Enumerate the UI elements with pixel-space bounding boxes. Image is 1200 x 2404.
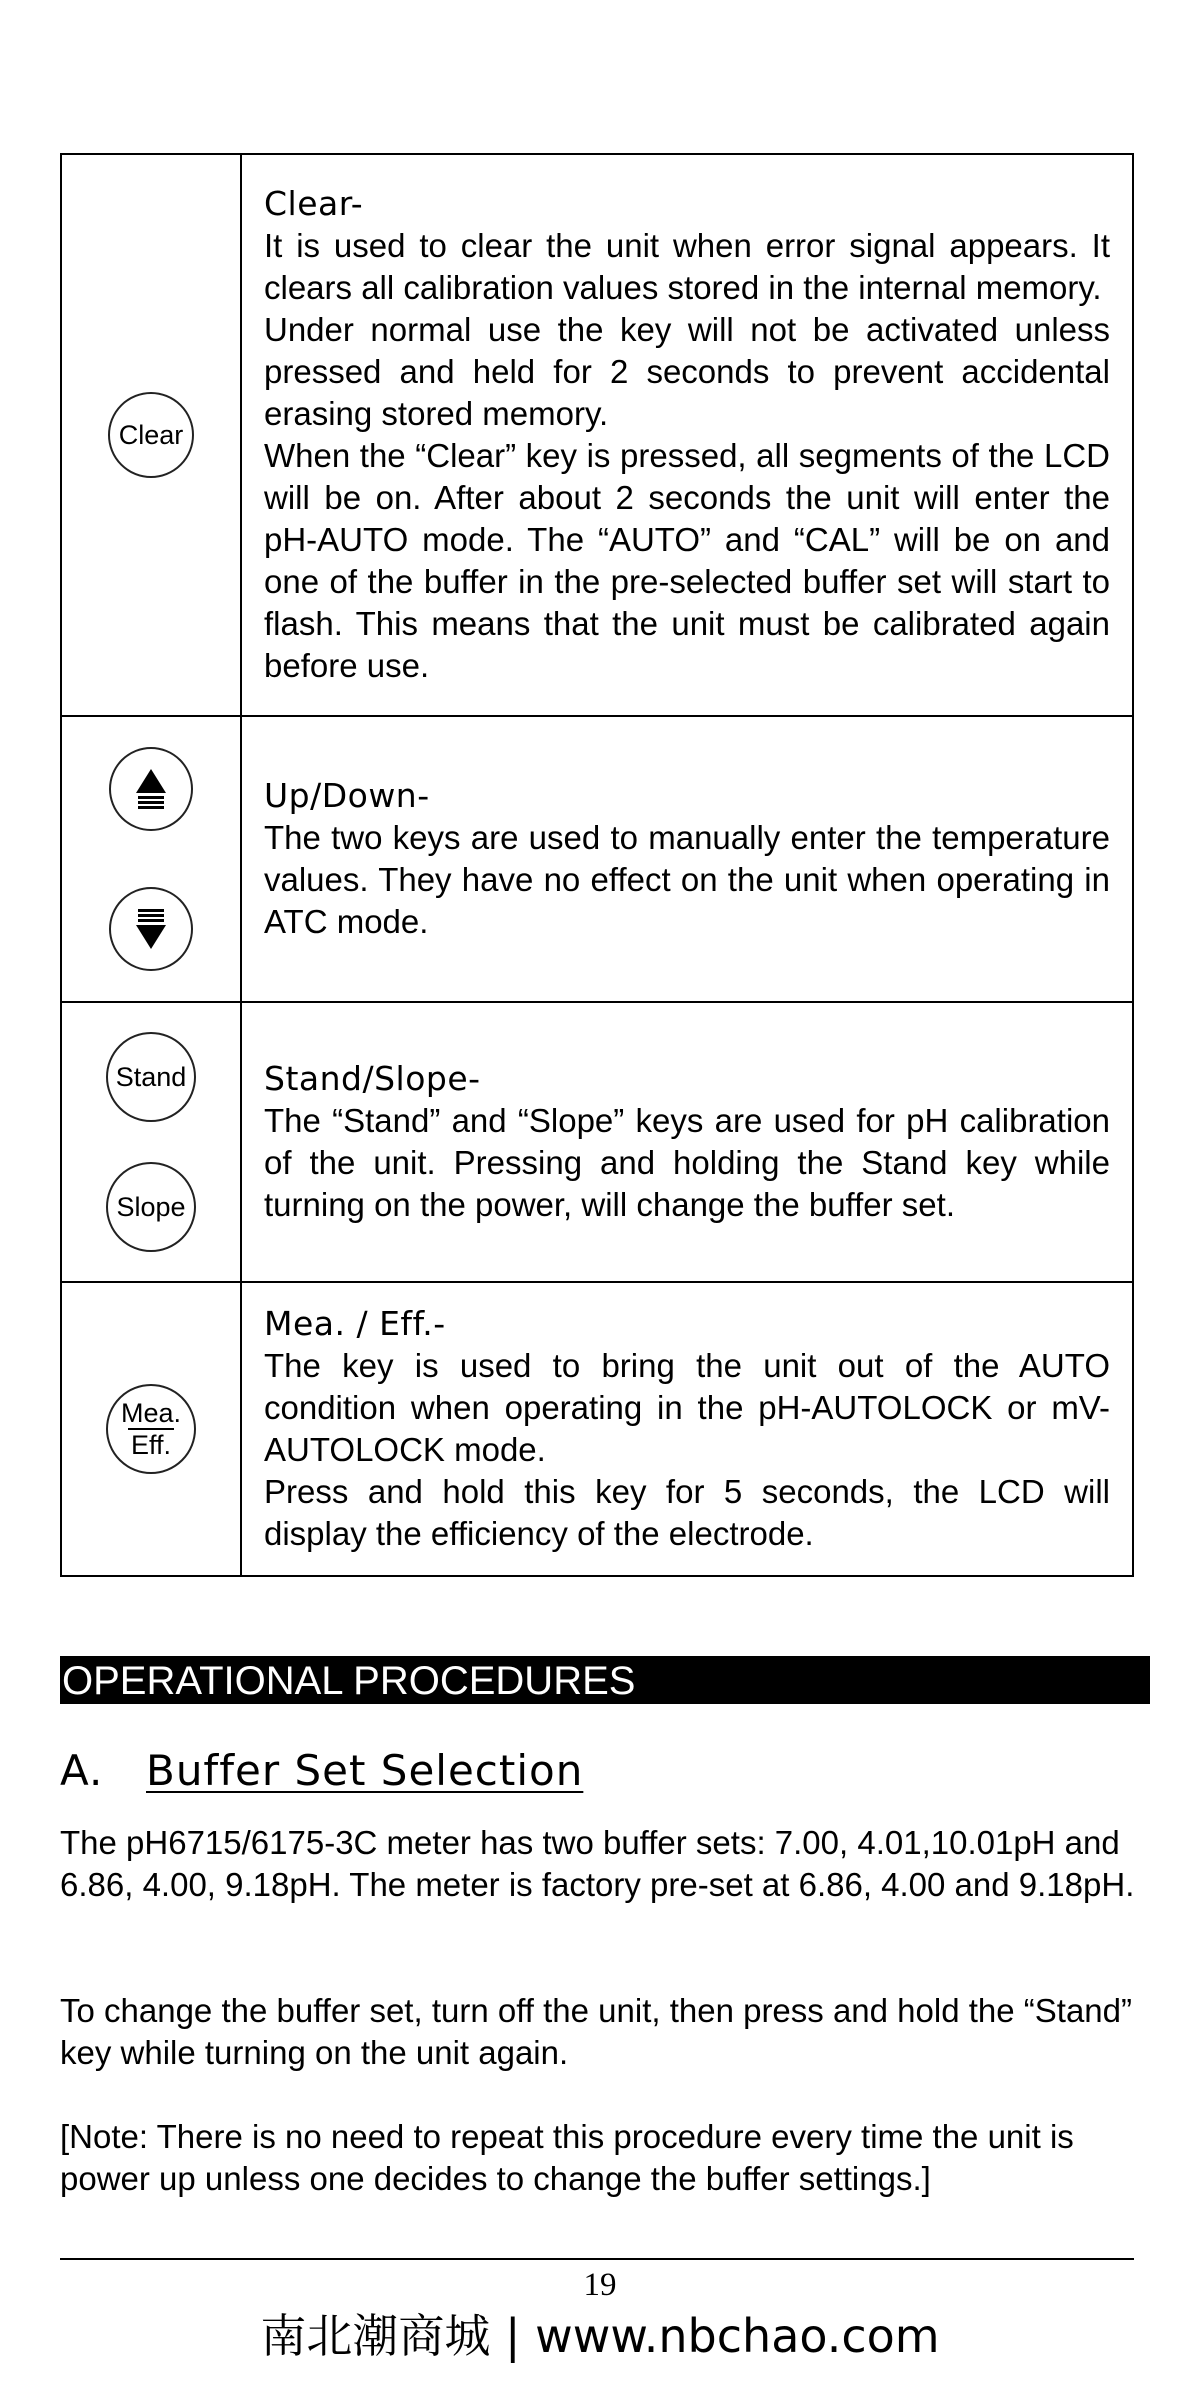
- watermark: 南北潮商城 | www.nbchao.com: [260, 2309, 940, 2363]
- down-arrow-icon: [134, 907, 168, 951]
- up-down-key-description: [241, 716, 1133, 1002]
- slope-key-icon: Slope: [106, 1162, 196, 1252]
- subsection-letter: A.: [60, 1746, 104, 1795]
- page-number: 19: [583, 2267, 617, 2303]
- key-title: Clear-: [264, 184, 364, 223]
- description-paragraph: When the “Clear” key is pressed, all segments of the LCD will be on. After about 2 seconds the unit will enter the pH-AUTO mode. The “AUTO” and “CAL” will be on and one of the buffer in the pre-selected buffer set will start to flash. This means that the unit must be calibrated again before use.: [264, 437, 1110, 684]
- down-arrow-key-icon: [109, 887, 193, 971]
- mea-eff-key-description: [241, 1282, 1133, 1576]
- mea-label: Mea.: [120, 1398, 182, 1428]
- key-title: Up/Down-: [264, 776, 430, 815]
- mea-eff-key-icon: [106, 1384, 196, 1474]
- stand-key-icon: Stand: [106, 1032, 196, 1122]
- stand-slope-key-description: [241, 1002, 1133, 1282]
- body-paragraph: [Note: There is no need to repeat this procedure every time the unit is power up unless one decides to change the buffer settings.]: [60, 2118, 1074, 2197]
- description-paragraph: The two keys are used to manually enter the temperature values. They have no effect on the unit when operating in ATC mode.: [264, 819, 1110, 940]
- table-row: [61, 1282, 1133, 1576]
- eff-label: Eff.: [130, 1430, 172, 1460]
- stand-slope-key-cell: [61, 1002, 241, 1282]
- section-header: OPERATIONAL PROCEDURES: [60, 1656, 1150, 1704]
- key-title: Mea. / Eff.-: [264, 1304, 446, 1343]
- description-paragraph: It is used to clear the unit when error signal appears. It clears all calibration values stored in the internal memory.: [264, 227, 1110, 306]
- clear-key-icon: Clear: [108, 392, 194, 478]
- description-paragraph: Press and hold this key for 5 seconds, the LCD will display the efficiency of the electrode.: [264, 1473, 1110, 1552]
- up-down-key-cell: [61, 716, 241, 1002]
- table-row: [61, 1002, 1133, 1282]
- up-arrow-key-icon: [109, 747, 193, 831]
- footer-divider: [60, 2258, 1134, 2260]
- mea-eff-key-cell: [61, 1282, 241, 1576]
- description-paragraph: The key is used to bring the unit out of the AUTO condition when operating in the pH-AUTOLOCK or mV-AUTOLOCK mode.: [264, 1347, 1110, 1468]
- body-paragraph: The pH6715/6175-3C meter has two buffer sets: 7.00, 4.01,10.01pH and 6.86, 4.00, 9.18pH. The meter is factory pre-set at 6.86, 4.00 and 9.18pH.: [60, 1824, 1135, 1903]
- subsection-heading: Buffer Set Selection: [146, 1746, 584, 1795]
- key-functions-table: [60, 153, 1134, 1577]
- description-paragraph: Under normal use the key will not be activated unless pressed and held for 2 seconds to prevent accidental erasing stored memory.: [264, 311, 1110, 432]
- clear-key-description: [241, 154, 1133, 716]
- table-row: [61, 154, 1133, 716]
- up-arrow-icon: [134, 767, 168, 811]
- key-title: Stand/Slope-: [264, 1059, 481, 1098]
- subsection-title: [60, 1746, 583, 1796]
- table-row: [61, 716, 1133, 1002]
- body-paragraph: To change the buffer set, turn off the unit, then press and hold the “Stand” key while turning on the unit again.: [60, 1992, 1133, 2071]
- clear-key-cell: [61, 154, 241, 716]
- description-paragraph: The “Stand” and “Slope” keys are used for pH calibration of the unit. Pressing and holding the Stand key while turning on the power, will change the buffer set.: [264, 1102, 1110, 1223]
